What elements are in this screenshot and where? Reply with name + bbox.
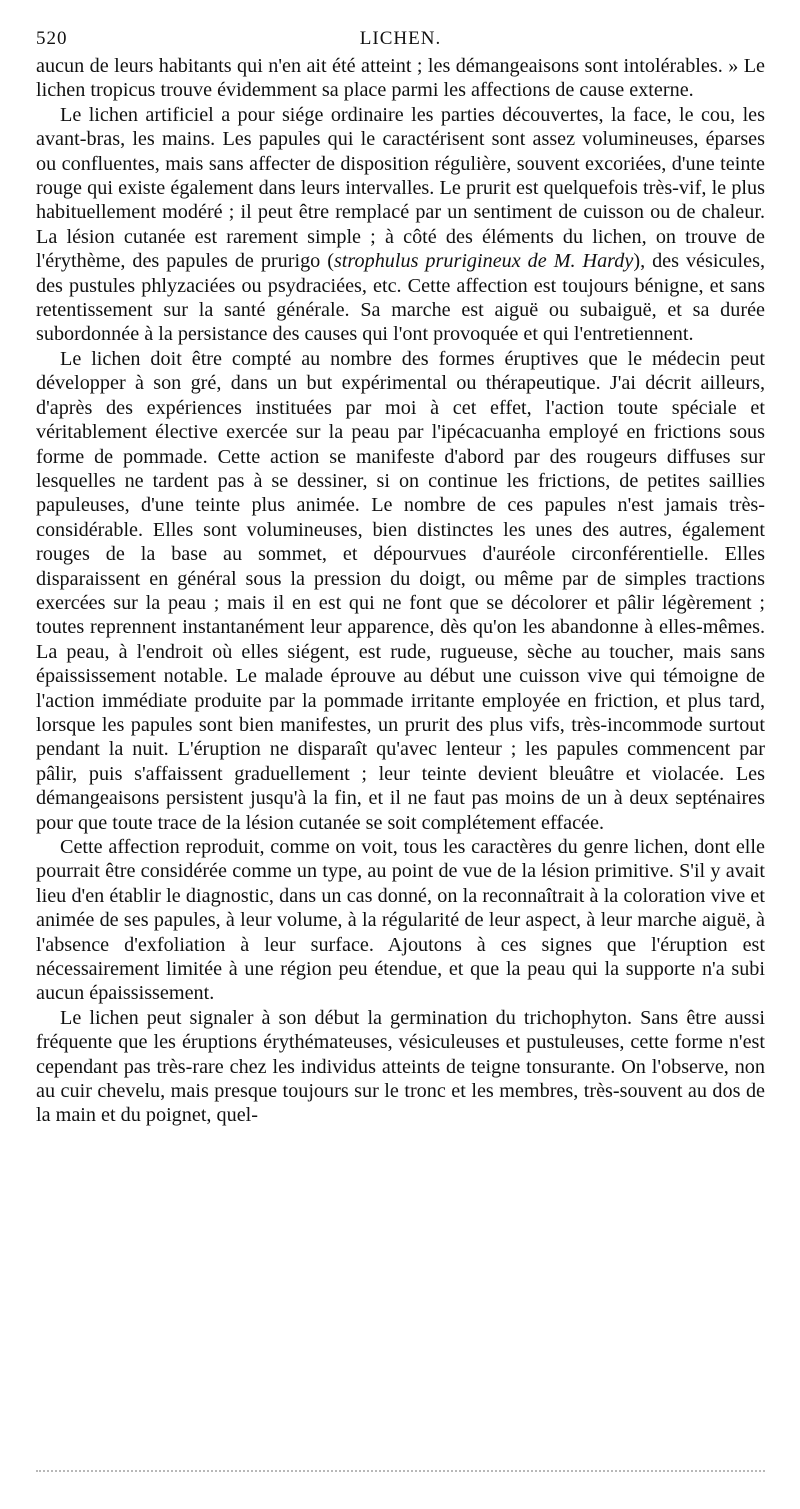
footer-rule [36, 1470, 765, 1472]
paragraph-ipecacuanha: Le lichen doit être compté au nombre des formes éruptives que le médecin peut développer à son gré, dans un but expérimental ou thérapeutique. J'ai décrit ailleurs, d'après des expériences instituées par moi à cet effet, l'action toute spéciale et véritablement élective exercée sur la peau par l'ipécacuanha employé en frictions sous forme de pommade. Cette action se manifeste d'abord par des rougeurs diffuses sur lesquelles ne tardent pas à se dessiner, si on continue les frictions, de petites saillies papuleuses, d'une teinte plus animée. Le nombre de ces papules n'est jamais très-considérable. Elles sont volumineuses, bien distinctes les unes des autres, également rouges de la base au sommet, et dépourvues d'auréole circonférentielle. Elles disparaissent en général sous la pression du doigt, ou même par de simples tractions exercées sur la peau ; mais il en est qui ne font que se décolorer et pâlir légèrement ; toutes reprennent instantanément leur apparence, dès qu'on les abandonne à elles-mêmes. La peau, à l'endroit où elles siégent, est rude, rugueuse, sèche au toucher, mais sans épaississement notable. Le malade éprouve au début une cuisson vive qui témoigne de l'action immédiate produite par la pommade irritante employée en friction, et plus tard, lorsque les papules sont bien manifestes, un prurit des plus vifs, très-incommode surtout pendant la nuit. L'éruption ne disparaît qu'avec lenteur ; les papules commencent par pâlir, puis s'affaissent graduellement ; leur teinte devient bleuâtre et violacée. Les démangeaisons persistent jusqu'à la fin, et il ne faut pas moins de un à deux septénaires pour que toute trace de la lésion cutanée se soit complétement effacée. [36, 347, 765, 834]
paragraph-caracteres: Cette affection reproduit, comme on voit, tous les caractères du genre lichen, dont elle pourrait être considérée comme un type, au point de vue de la lésion primitive. S'il y avait lieu d'en établir le diagnostic, dans un cas donné, on la reconnaîtrait à la coloration vive et animée de ses papules, à leur volume, à la régularité de leur aspect, à leur marche aiguë, à l'absence d'exfoliation à leur surface. Ajoutons à ces signes que l'éruption est nécessairement limitée à une région peu étendue, et que la peau qui la supporte n'a subi aucun épaississement. [36, 836, 765, 1005]
italic-citation: strophulus prurigineux de M. Hardy [333, 250, 634, 273]
paragraph-text-part: ), des vésicules, des pustules phlyzaciées ou psydraciées, etc. Cette affection est toujours bénigne, et sans retentissement sur la santé générale. Sa marche est aiguë ou subaiguë, et sa durée subordonnée à la persistance des causes qui l'ont provoquée et qui l'entretiennent. [36, 250, 765, 346]
paragraph-text-part: Le lichen artificiel a pour siége ordinaire les parties découvertes, la face, le cou, les avant-bras, les mains. Les papules qui le caractérisent sont assez volumineuses, éparses ou confluentes, mais sans affecter de disposition régulière, souvent excoriées, d'une teinte rouge qui existe également dans leurs intervalles. Le prurit est quelquefois très-vif, le plus habituellement modéré ; il peut être remplacé par un sentiment de cuisson ou de chaleur. La lésion cutanée est rarement simple ; à côté des éléments du lichen, on trouve de l'érythème, des papules de prurigo ( [36, 103, 765, 273]
running-title: LICHEN. [359, 28, 442, 49]
paragraph-trichophyton: Le lichen peut signaler à son début la germination du trichophyton. Sans être aussi fréquente que les éruptions érythémateuses, vésiculeuses et pustuleuses, cette forme n'est cependant pas très-rare chez les individus atteints de teigne tonsurante. On l'observe, non au cuir chevelu, mais presque toujours sur le tronc et les membres, très-souvent au dos de la main et du poignet, quel- [36, 1006, 765, 1127]
paragraph-lichen-artificiel [36, 103, 765, 347]
document-page [36, 28, 765, 1128]
page-number: 520 [36, 28, 68, 49]
running-head [36, 28, 765, 54]
paragraph-continuation: aucun de leurs habitants qui n'en ait été atteint ; les démangeaisons sont intolérables. » Le lichen tropicus trouve évidemment sa place parmi les affections de cause externe. [36, 55, 765, 102]
